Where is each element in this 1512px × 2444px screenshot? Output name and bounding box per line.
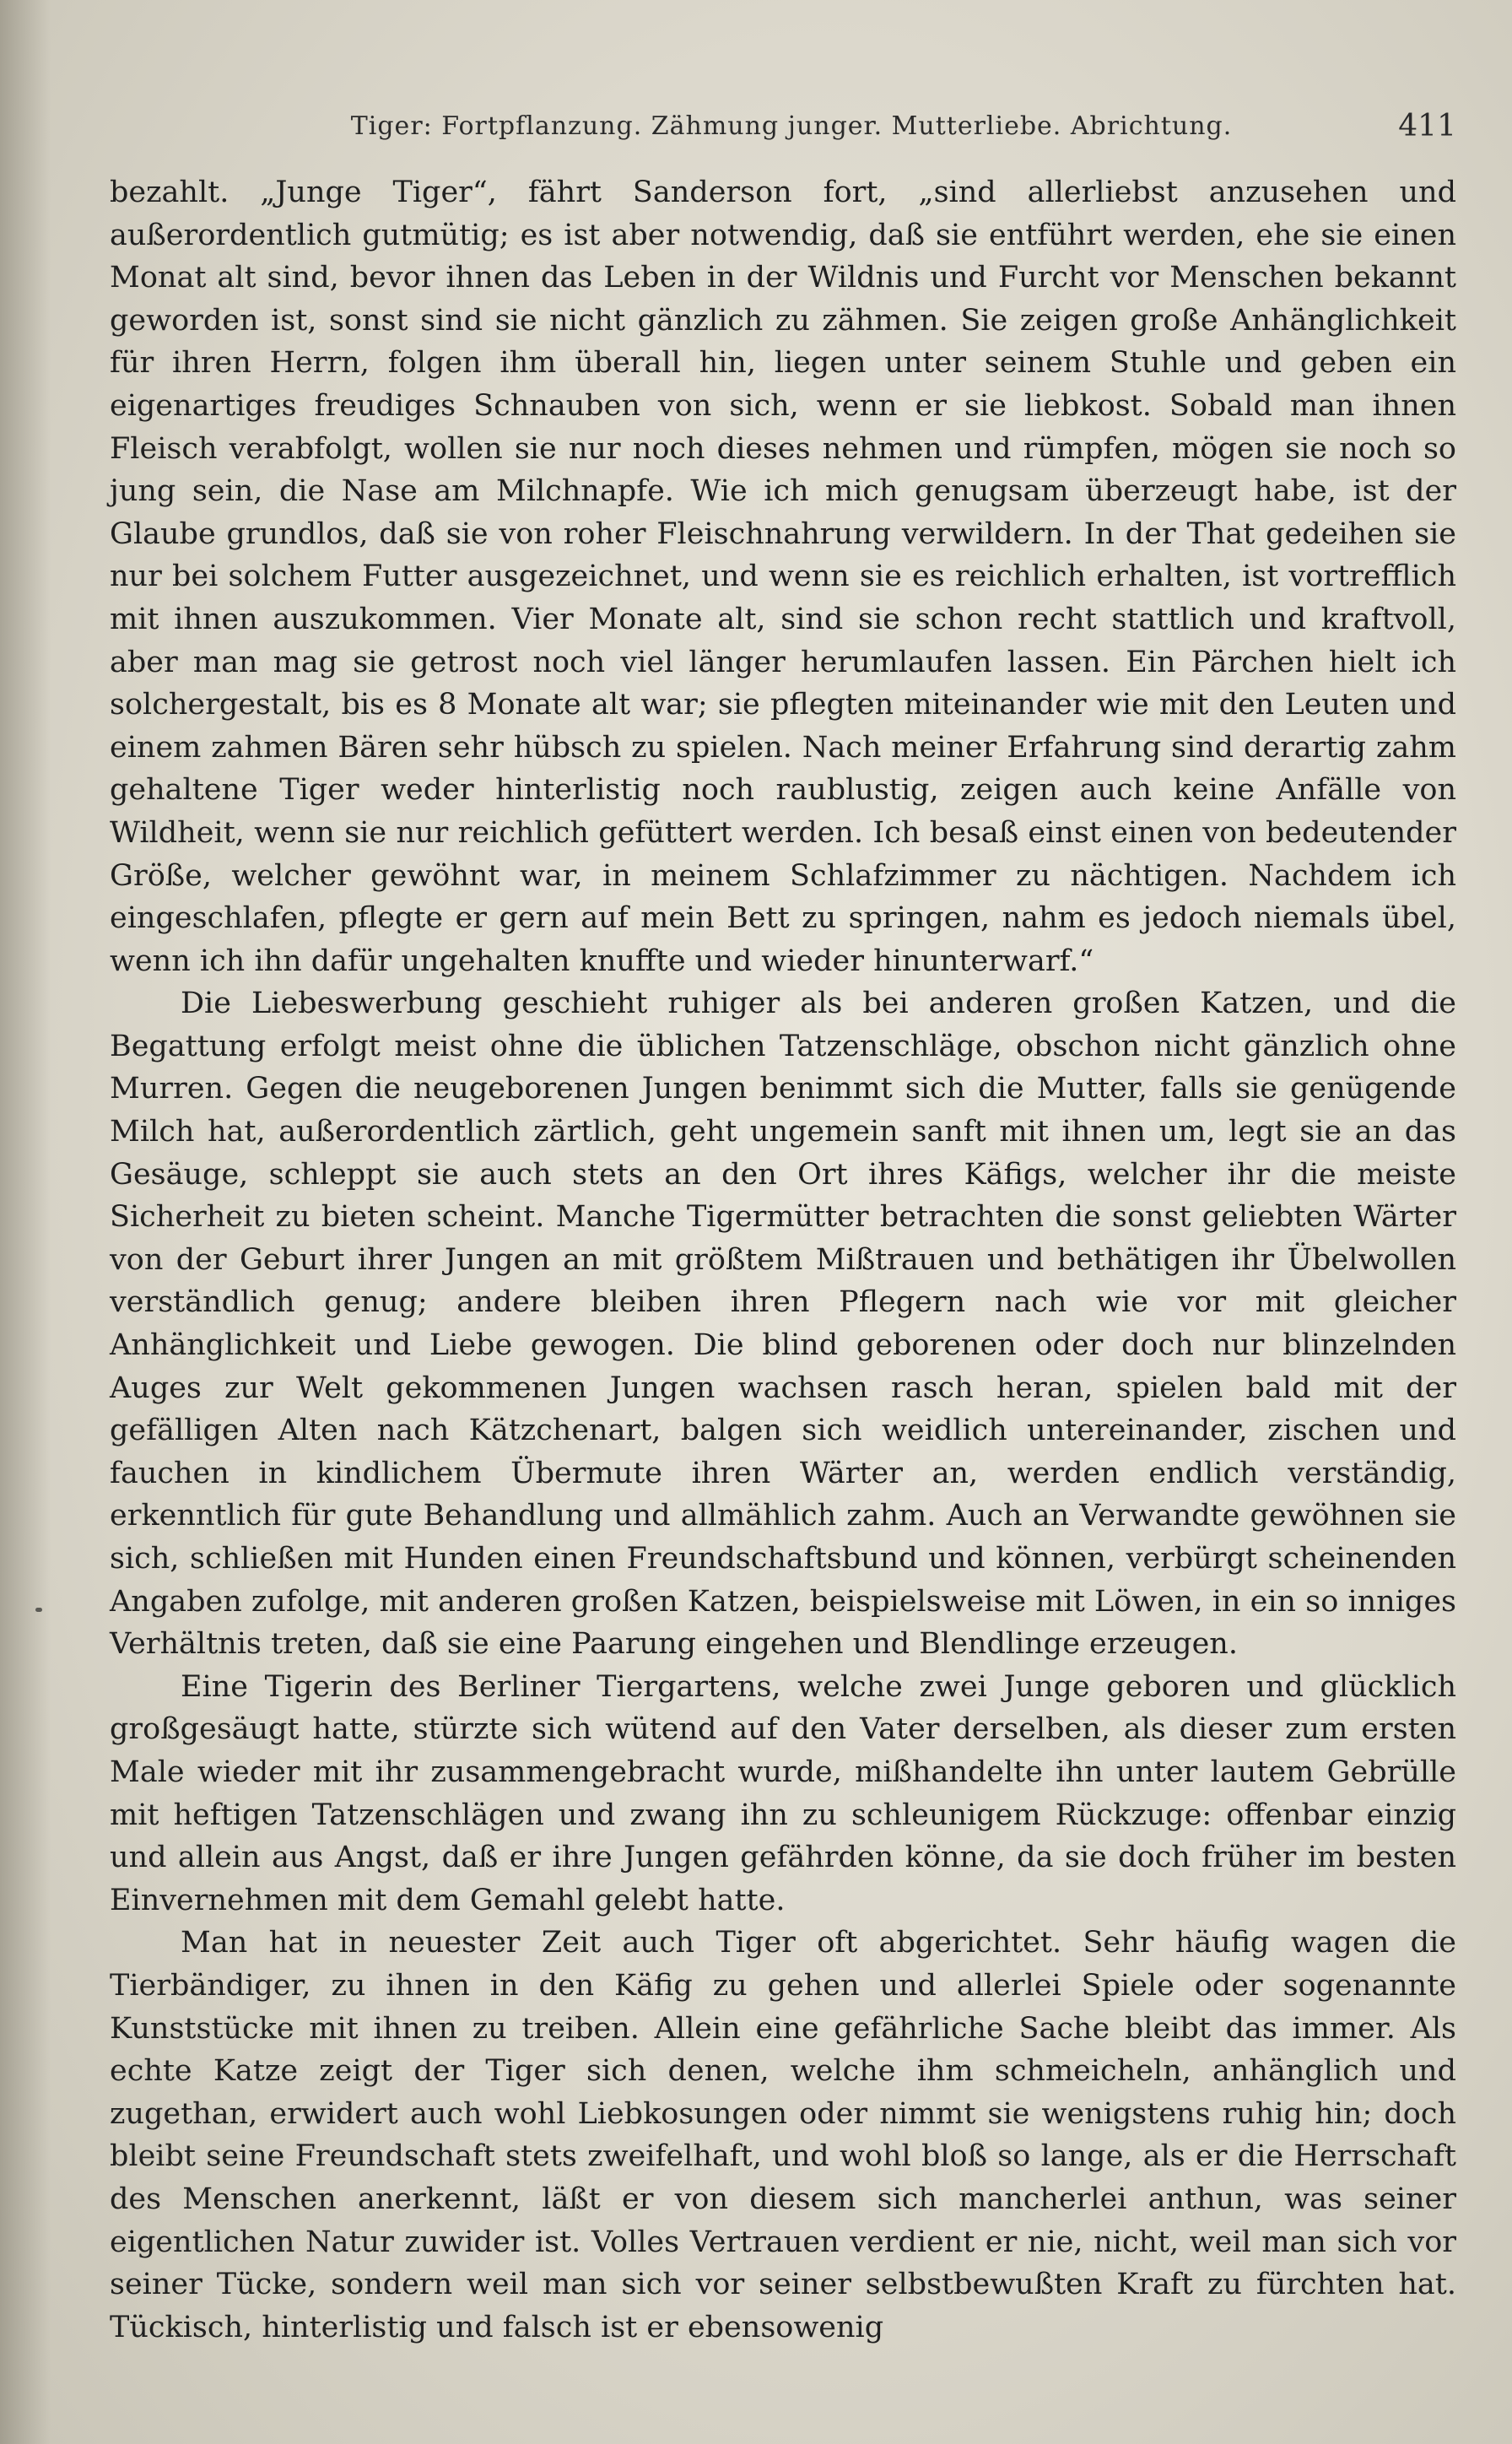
- body-text: [110, 171, 1456, 2349]
- paper-speck: [35, 1608, 42, 1612]
- page-number: 411: [1398, 109, 1456, 143]
- paragraph-continued: bezahlt. „Junge Tiger“, fährt Sanderson fort, „sind allerliebst anzusehen und außerordentlich gutmütig; es ist aber notwendig, daß sie entführt werden, ehe sie einen Monat alt sind, bevor ihnen das Leben in der Wildnis und Furcht vor Menschen bekannt geworden ist, sonst sind sie nicht gänzlich zu zähmen. Sie zeigen große Anhänglichkeit für ihren Herrn, folgen ihm überall hin, liegen unter seinem Stuhle und geben ein eigenartiges freudiges Schnauben von sich, wenn er sie liebkost. Sobald man ihnen Fleisch verabfolgt, wollen sie nur noch dieses nehmen und rümpfen, mögen sie noch so jung sein, die Nase am Milchnapfe. Wie ich mich genugsam überzeugt habe, ist der Glaube grundlos, daß sie von roher Fleischnahrung verwildern. In der That gedeihen sie nur bei solchem Futter ausgezeichnet, und wenn sie es reichlich erhalten, ist vortrefflich mit ihnen auszukommen. Vier Monate alt, sind sie schon recht stattlich und kraftvoll, aber man mag sie getrost noch viel länger herumlaufen lassen. Ein Pärchen hielt ich solchergestalt, bis es 8 Monate alt war; sie pflegten miteinander wie mit den Leuten und einem zahmen Bären sehr hübsch zu spielen. Nach meiner Erfahrung sind derartig zahm gehaltene Tiger weder hinterlistig noch raublustig, zeigen auch keine Anfälle von Wildheit, wenn sie nur reichlich gefüttert werden. Ich besaß einst einen von bedeutender Größe, welcher gewöhnt war, in meinem Schlafzimmer zu nächtigen. Nachdem ich eingeschlafen, pflegte er gern auf mein Bett zu springen, nahm es jedoch niemals übel, wenn ich ihn dafür ungehalten knuffte und wieder hinunterwarf.“: [110, 176, 1456, 978]
- paragraph-berlin-tigress: Eine Tigerin des Berliner Tiergartens, welche zwei Junge geboren und glücklich großgesäugt hatte, stürzte sich wütend auf den Vater derselben, als dieser zum ersten Male wieder mit ihr zusammengebracht wurde, mißhandelte ihn unter lautem Gebrülle mit heftigen Tatzenschlägen und zwang ihn zu schleunigem Rückzuge: offenbar einzig und allein aus Angst, daß er ihre Jungen gefährden könne, da sie doch früher im besten Einvernehmen mit dem Gemahl gelebt hatte.: [110, 1669, 1456, 1917]
- paragraph-courtship: Die Liebeswerbung geschieht ruhiger als bei anderen großen Katzen, und die Begattung erfolgt meist ohne die üblichen Tatzenschläge, obschon nicht gänzlich ohne Murren. Gegen die neugeborenen Jungen benimmt sich die Mutter, falls sie genügende Milch hat, außerordentlich zärtlich, geht ungemein sanft mit ihnen um, legt sie an das Gesäuge, schleppt sie auch stets an den Ort ihres Käfigs, welcher ihr die meiste Sicherheit zu bieten scheint. Manche Tigermütter betrachten die sonst geliebten Wärter von der Geburt ihrer Jungen an mit größtem Mißtrauen und bethätigen ihr Übelwollen verständlich genug; andere bleiben ihren Pflegern nach wie vor mit gleicher Anhänglichkeit und Liebe gewogen. Die blind geborenen oder doch nur blinzelnden Auges zur Welt gekommenen Jungen wachsen rasch heran, spielen bald mit der gefälligen Alten nach Kätzchenart, balgen sich weidlich untereinander, zischen und fauchen in kindlichem Übermute ihren Wärter an, werden endlich verständig, erkenntlich für gute Behandlung und allmählich zahm. Auch an Verwandte gewöhnen sie sich, schließen mit Hunden einen Freundschaftsbund und können, verbürgt scheinenden Angaben zufolge, mit anderen großen Katzen, beispielsweise mit Löwen, in ein so inniges Verhältnis treten, daß sie eine Paarung eingehen und Blendlinge erzeugen.: [110, 987, 1456, 1662]
- page-header: [110, 101, 1456, 152]
- running-head: Tiger: Fortpflanzung. Zähmung junger. Mutterliebe. Abrichtung.: [350, 111, 1233, 141]
- paragraph-training: Man hat in neuester Zeit auch Tiger oft abgerichtet. Sehr häufig wagen die Tierbändiger, zu ihnen in den Käfig zu gehen und allerlei Spiele oder sogenannte Kunststücke mit ihnen zu treiben. Allein eine gefährliche Sache bleibt das immer. Als echte Katze zeigt der Tiger sich denen, welche ihm schmeicheln, anhänglich und zugethan, erwidert auch wohl Liebkosungen oder nimmt sie wenigstens ruhig hin; doch bleibt seine Freundschaft stets zweifelhaft, und wohl bloß so lange, als er die Herrschaft des Menschen anerkennt, läßt er von diesem sich mancherlei anthun, was seiner eigentlichen Natur zuwider ist. Volles Vertrauen verdient er nie, nicht, weil man sich vor seiner Tücke, sondern weil man sich vor seiner selbstbewußten Kraft zu fürchten hat. Tückisch, hinterlistig und falsch ist er ebensowenig: [110, 1926, 1456, 2344]
- gutter-shadow: [0, 0, 51, 2444]
